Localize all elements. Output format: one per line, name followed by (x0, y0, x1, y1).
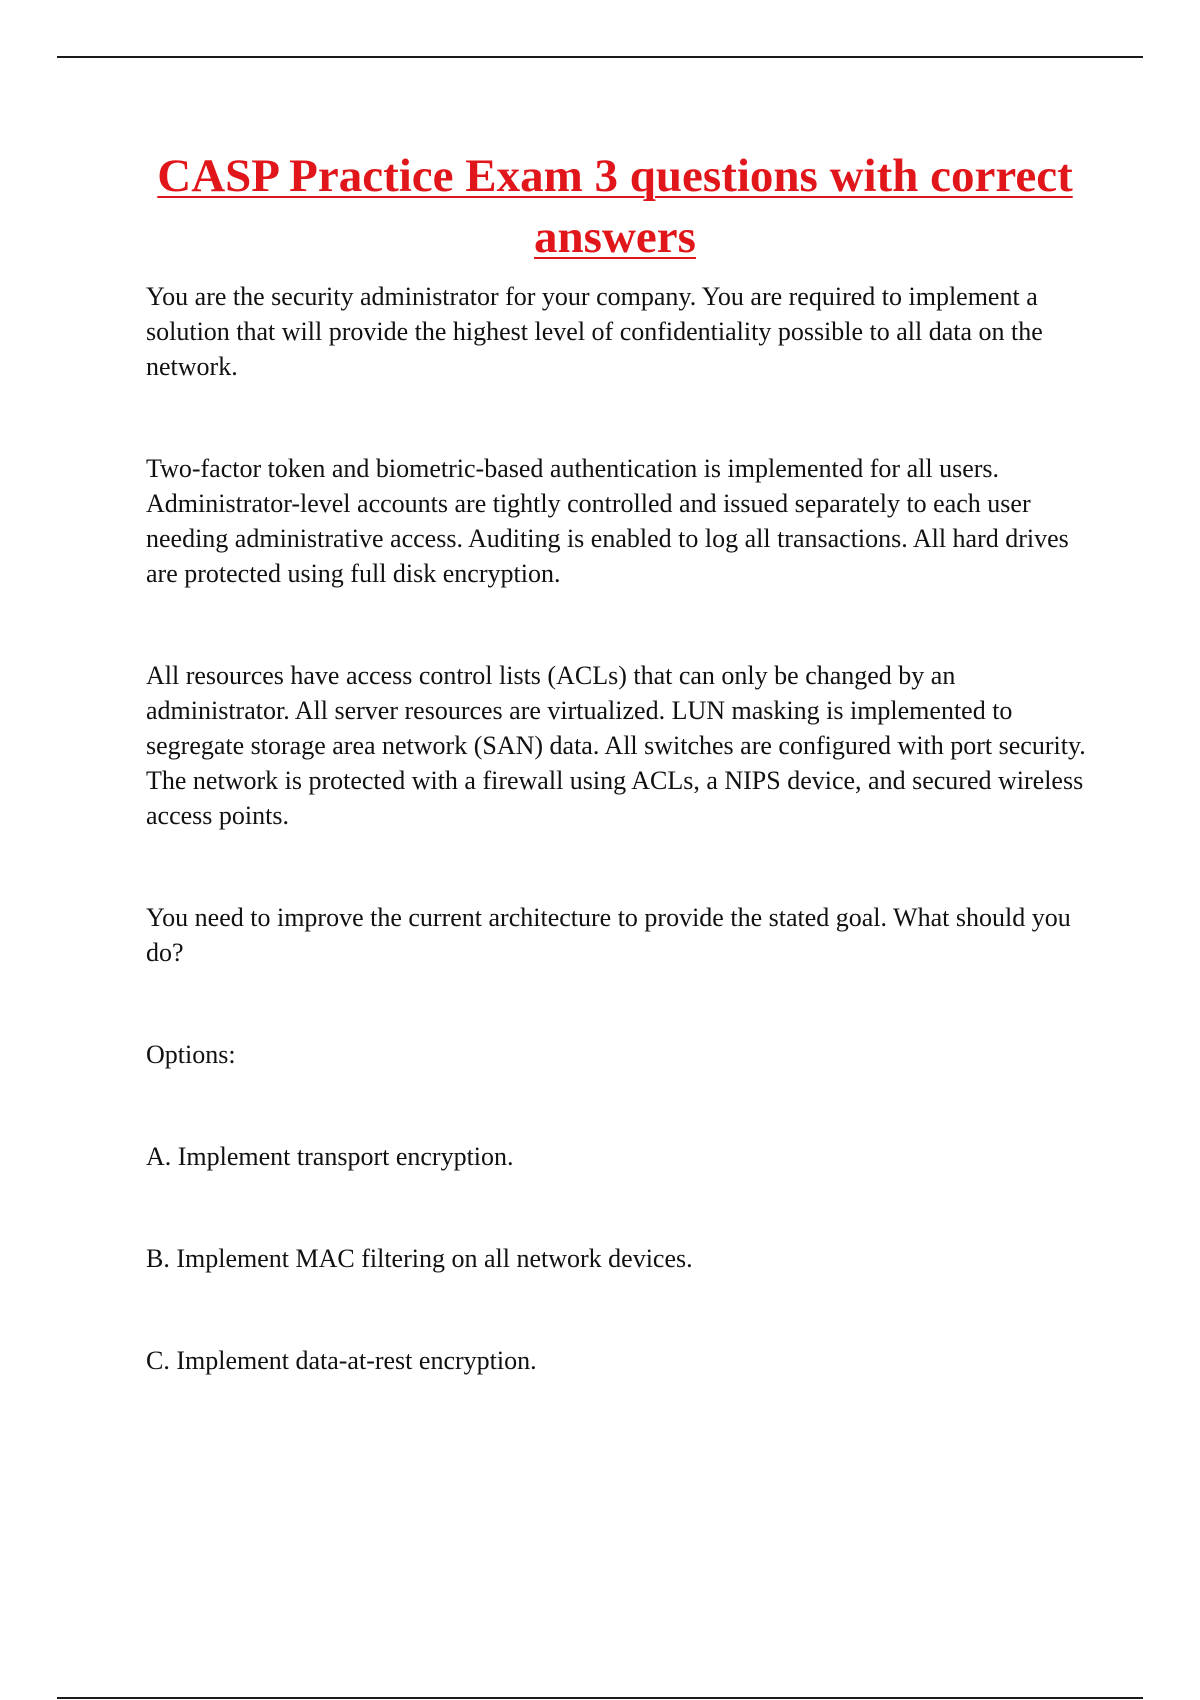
question-paragraph-1: You are the security administrator for your company. You are required to implement a solution that will provide the highest level of confidentiality possible to all data on the network. (146, 282, 1043, 381)
header-rule (57, 56, 1143, 58)
question-paragraph-2: Two-factor token and biometric-based authentication is implemented for all users. Administrator-level accounts are tightly controlled and issued separately to each user needing administrative access. Auditing is enabled to log all transactions. All hard drives are protected using full disk encryption. (146, 454, 1069, 588)
footer-rule (57, 1697, 1143, 1699)
option-c: C. Implement data-at-rest encryption. (146, 1346, 537, 1375)
document-title: CASP Practice Exam 3 questions with correct answers (157, 150, 1073, 263)
options-label: Options: (146, 1040, 236, 1069)
option-b: B. Implement MAC filtering on all network devices. (146, 1244, 693, 1273)
option-a: A. Implement transport encryption. (146, 1142, 514, 1171)
document-body (146, 279, 1088, 1378)
question-prompt: You need to improve the current architecture to provide the stated goal. What should you do? (146, 903, 1071, 967)
question-paragraph-3: All resources have access control lists (ACLs) that can only be changed by an administrator. All server resources are virtualized. LUN masking is implemented to segregate storage area network (SAN) data. All switches are configured with port security. The network is protected with a firewall using ACLs, a NIPS device, and secured wireless access points. (146, 661, 1086, 830)
